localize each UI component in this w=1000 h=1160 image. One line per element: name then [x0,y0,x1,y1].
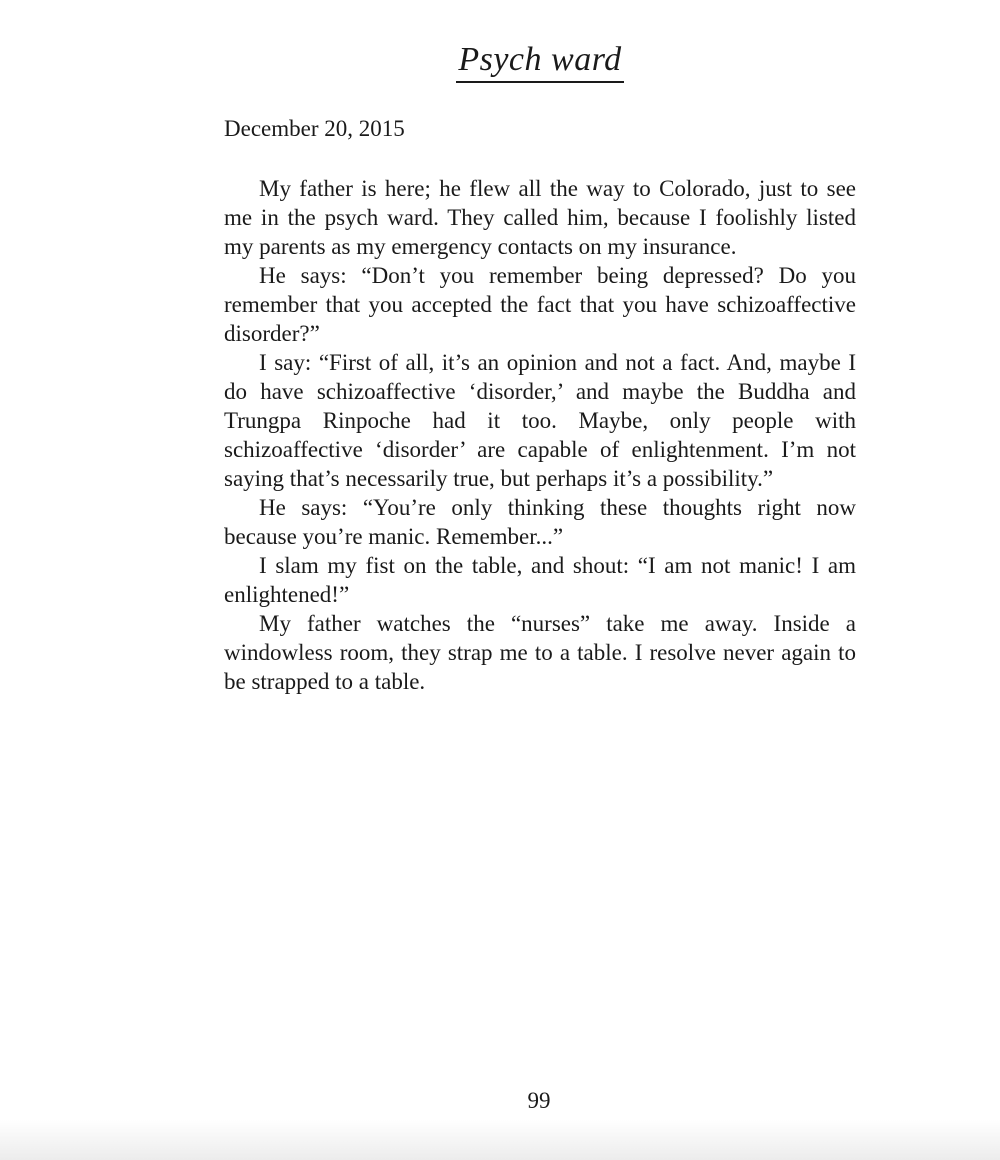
chapter-header [0,40,1000,83]
page-number: 99 [527,1088,551,1113]
paragraph: I slam my fist on the table, and shout: “I am not manic! I am enlightened!” [224,553,856,607]
entry-date: December 20, 2015 [224,116,405,141]
paragraph: My father is here; he flew all the way to Colorado, just to see me in the psych ward. They called him, because I foolishly listed my parents as my emergency contacts on my insurance. [224,176,856,259]
page-body [224,114,856,696]
paragraph: He says: “You’re only thinking these thoughts right now because you’re manic. Remember...” [224,495,856,549]
page-bottom-shade [0,1120,1000,1160]
paragraph: I say: “First of all, it’s an opinion and not a fact. And, maybe I do have schizoaffective ‘disorder,’ and maybe the Buddha and Trungpa Rinpoche had it too. Maybe, only people with schizoaffective ‘disorder’ are capable of enlightenment. I’m not saying that’s necessarily true, but perhaps it’s a possibility.” [224,350,856,491]
chapter-title: Psych ward [456,40,623,83]
paragraph: My father watches the “nurses” take me away. Inside a windowless room, they strap me to a table. I resolve never again to be strapped to a table. [224,611,856,694]
paragraph: He says: “Don’t you remember being depressed? Do you remember that you accepted the fact that you have schizoaffective disorder?” [224,263,856,346]
